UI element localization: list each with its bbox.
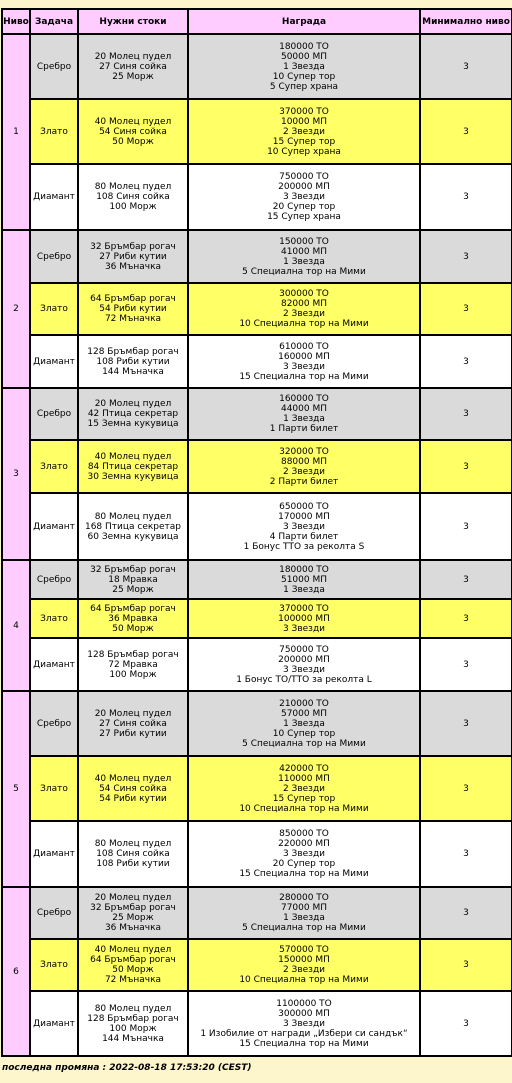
required-goods-cell: 64 Бръмбар рогач 54 Риби кутии 72 Мъначка (78, 283, 188, 335)
required-goods-cell: 40 Молец пудел 84 Птица секретар 30 Земна кукувица (78, 440, 188, 493)
min-level-cell: 3 (420, 638, 512, 691)
reward-cell: 370000 ТО 10000 МП 2 Звезди 15 Супер тор 10 Супер храна (188, 99, 420, 164)
table-row (2, 560, 512, 599)
task-name-cell: Диамант (30, 164, 78, 230)
reward-cell: 370000 ТО 100000 МП 3 Звезди (188, 599, 420, 638)
required-goods-cell: 80 Молец пудел 168 Птица секретар 60 Земна кукувица (78, 493, 188, 560)
task-name-cell: Сребро (30, 388, 78, 440)
header-task: Задача (30, 9, 78, 34)
task-name-cell: Злато (30, 939, 78, 991)
reward-cell: 420000 ТО 110000 МП 2 Звезди 15 Супер тор 10 Специална тор на Мими (188, 756, 420, 821)
reward-cell: 750000 ТО 200000 МП 3 Звезди 1 Бонус ТО/ТТО за реколта L (188, 638, 420, 691)
table-row (2, 756, 512, 821)
task-name-cell: Сребро (30, 691, 78, 756)
table-row (2, 599, 512, 638)
min-level-cell: 3 (420, 164, 512, 230)
required-goods-cell: 20 Молец пудел 32 Бръмбар рогач 25 Морж 36 Мъначка (78, 887, 188, 939)
reward-cell: 570000 ТО 150000 МП 2 Звезди 10 Специална тор на Мими (188, 939, 420, 991)
min-level-cell: 3 (420, 560, 512, 599)
reward-cell: 300000 ТО 82000 МП 2 Звезди 10 Специална тор на Мими (188, 283, 420, 335)
reward-cell: 180000 ТО 51000 МП 1 Звезда (188, 560, 420, 599)
min-level-cell: 3 (420, 335, 512, 388)
table-row (2, 283, 512, 335)
table-row (2, 335, 512, 388)
table-row (2, 638, 512, 691)
level-cell: 2 (2, 230, 30, 388)
min-level-cell: 3 (420, 99, 512, 164)
required-goods-cell: 40 Молец пудел 54 Синя сойка 54 Риби кутии (78, 756, 188, 821)
header-level: Ниво (2, 9, 30, 34)
min-level-cell: 3 (420, 991, 512, 1056)
level-cell: 1 (2, 34, 30, 230)
min-level-cell: 3 (420, 34, 512, 99)
task-name-cell: Сребро (30, 887, 78, 939)
table-header-row (2, 9, 512, 34)
required-goods-cell: 128 Бръмбар рогач 72 Мравка 100 Морж (78, 638, 188, 691)
min-level-cell: 3 (420, 821, 512, 887)
required-goods-cell: 32 Бръмбар рогач 27 Риби кутии 36 Мъначка (78, 230, 188, 283)
min-level-cell: 3 (420, 230, 512, 283)
table-row (2, 99, 512, 164)
required-goods-cell: 80 Молец пудел 108 Синя сойка 100 Морж (78, 164, 188, 230)
min-level-cell: 3 (420, 599, 512, 638)
reward-cell: 650000 ТО 170000 МП 3 Звезди 4 Парти билет 1 Бонус ТТО за реколта S (188, 493, 420, 560)
table-row (2, 440, 512, 493)
table-row (2, 821, 512, 887)
table-row (2, 164, 512, 230)
task-name-cell: Злато (30, 599, 78, 638)
last-modified-footer: последна промяна : 2022-08-18 17:53:20 (CEST) (2, 1063, 252, 1073)
task-name-cell: Сребро (30, 560, 78, 599)
task-name-cell: Сребро (30, 34, 78, 99)
required-goods-cell: 40 Молец пудел 54 Синя сойка 50 Морж (78, 99, 188, 164)
required-goods-cell: 20 Молец пудел 27 Синя сойка 27 Риби кутии (78, 691, 188, 756)
min-level-cell: 3 (420, 493, 512, 560)
reward-cell: 280000 ТО 77000 МП 1 Звезда 5 Специална тор на Мими (188, 887, 420, 939)
level-cell: 5 (2, 691, 30, 887)
table-row (2, 34, 512, 99)
required-goods-cell: 64 Бръмбар рогач 36 Мравка 50 Морж (78, 599, 188, 638)
table-row (2, 493, 512, 560)
quest-table-container (1, 8, 511, 1057)
table-row (2, 939, 512, 991)
task-name-cell: Злато (30, 283, 78, 335)
level-cell: 3 (2, 388, 30, 560)
task-name-cell: Диамант (30, 991, 78, 1056)
task-name-cell: Диамант (30, 638, 78, 691)
quest-table (1, 8, 512, 1057)
task-name-cell: Сребро (30, 230, 78, 283)
table-row (2, 887, 512, 939)
min-level-cell: 3 (420, 756, 512, 821)
table-body (2, 34, 512, 1056)
reward-cell: 750000 ТО 200000 МП 3 Звезди 20 Супер тор 15 Супер храна (188, 164, 420, 230)
required-goods-cell: 80 Молец пудел 108 Синя сойка 108 Риби кутии (78, 821, 188, 887)
min-level-cell: 3 (420, 440, 512, 493)
required-goods-cell: 40 Молец пудел 64 Бръмбар рогач 50 Морж 72 Мъначка (78, 939, 188, 991)
level-cell: 6 (2, 887, 30, 1056)
table-row (2, 388, 512, 440)
task-name-cell: Диамант (30, 335, 78, 388)
task-name-cell: Диамант (30, 821, 78, 887)
required-goods-cell: 32 Бръмбар рогач 18 Мравка 25 Морж (78, 560, 188, 599)
reward-cell: 610000 ТО 160000 МП 3 Звезди 15 Специална тор на Мими (188, 335, 420, 388)
reward-cell: 210000 ТО 57000 МП 1 Звезда 10 Супер тор 5 Специална тор на Мими (188, 691, 420, 756)
required-goods-cell: 80 Молец пудел 128 Бръмбар рогач 100 Морж 144 Мъначка (78, 991, 188, 1056)
reward-cell: 150000 ТО 41000 МП 1 Звезда 5 Специална тор на Мими (188, 230, 420, 283)
header-reward: Награда (188, 9, 420, 34)
min-level-cell: 3 (420, 887, 512, 939)
required-goods-cell: 20 Молец пудел 27 Синя сойка 25 Морж (78, 34, 188, 99)
table-row (2, 691, 512, 756)
reward-cell: 1100000 ТО 300000 МП 3 Звезди 1 Изобилие от награди „Избери си сандък“ 15 Специална тор на Мими (188, 991, 420, 1056)
required-goods-cell: 20 Молец пудел 42 Птица секретар 15 Земна кукувица (78, 388, 188, 440)
level-cell: 4 (2, 560, 30, 691)
task-name-cell: Злато (30, 440, 78, 493)
task-name-cell: Диамант (30, 493, 78, 560)
table-row (2, 991, 512, 1056)
header-required-goods: Нужни стоки (78, 9, 188, 34)
required-goods-cell: 128 Бръмбар рогач 108 Риби кутии 144 Мъначка (78, 335, 188, 388)
header-min-level: Минимално ниво (420, 9, 512, 34)
reward-cell: 160000 ТО 44000 МП 1 Звезда 1 Парти билет (188, 388, 420, 440)
min-level-cell: 3 (420, 939, 512, 991)
task-name-cell: Злато (30, 756, 78, 821)
min-level-cell: 3 (420, 283, 512, 335)
task-name-cell: Злато (30, 99, 78, 164)
reward-cell: 180000 ТО 50000 МП 1 Звезда 10 Супер тор 5 Супер храна (188, 34, 420, 99)
min-level-cell: 3 (420, 691, 512, 756)
min-level-cell: 3 (420, 388, 512, 440)
table-row (2, 230, 512, 283)
reward-cell: 850000 ТО 220000 МП 3 Звезди 20 Супер тор 15 Специална тор на Мими (188, 821, 420, 887)
reward-cell: 320000 ТО 88000 МП 2 Звезди 2 Парти билет (188, 440, 420, 493)
